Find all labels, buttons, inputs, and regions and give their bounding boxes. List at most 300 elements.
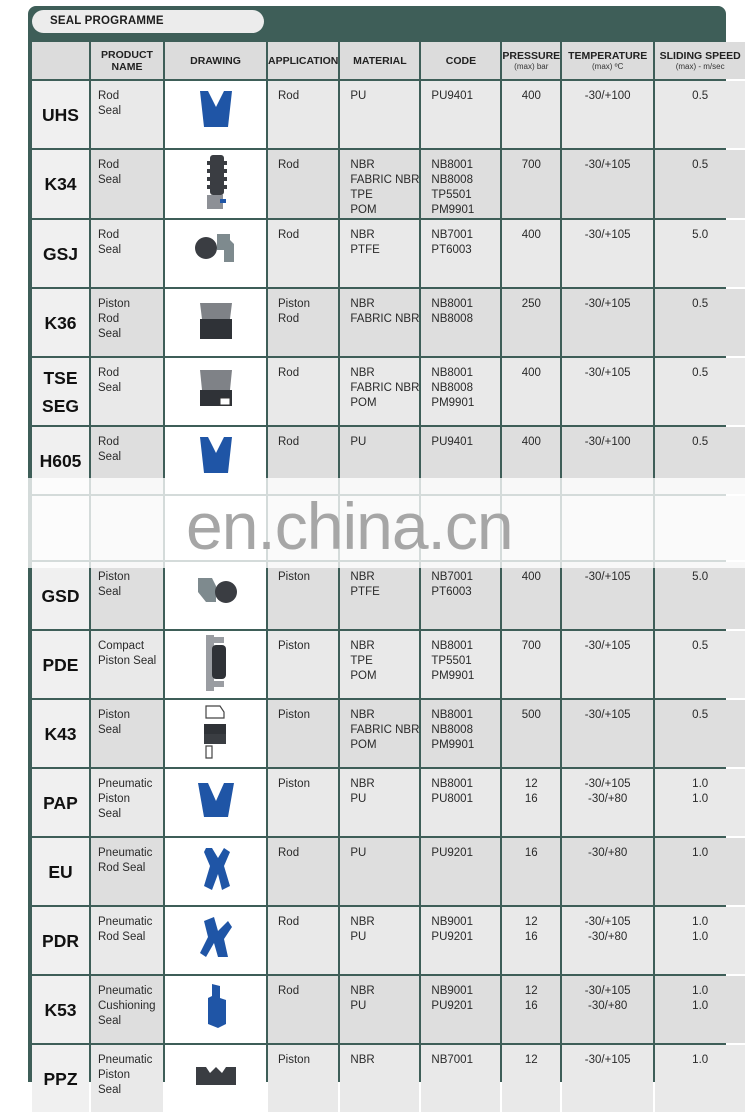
material-code: [421, 562, 500, 629]
seal-code-line: PAP: [43, 792, 78, 813]
material-line: POM: [350, 670, 377, 682]
material-line: FABRIC NBR: [350, 724, 420, 736]
material-code-line: PU9201: [431, 931, 473, 943]
product-name-line: Seal: [98, 244, 122, 256]
application-line: Rod: [278, 916, 300, 928]
header-application: APPLICATION: [268, 42, 338, 79]
drawing: [165, 631, 266, 698]
product-name: [91, 907, 163, 974]
application: [268, 700, 338, 767]
application: [268, 289, 338, 356]
table-row: [32, 220, 745, 287]
material-code-line: PU8001: [431, 793, 473, 805]
application: [268, 838, 338, 905]
material-code-line: NB7001: [431, 571, 473, 583]
material-code-line: NB8001: [431, 298, 473, 310]
material-code: [421, 220, 500, 287]
header-code: CODE: [421, 42, 500, 79]
product-name: [91, 631, 163, 698]
material-line: TPE: [350, 655, 373, 667]
material-line: PU: [350, 793, 367, 805]
material-line: NBR: [350, 640, 375, 652]
product-name: [91, 562, 163, 629]
pressure: [502, 907, 560, 974]
pressure-line: 16: [524, 847, 538, 859]
sliding-speed: [655, 976, 745, 1043]
product-name-line: Seal: [98, 382, 122, 394]
product-name-line: Rod: [98, 436, 120, 448]
pressure: [502, 220, 560, 287]
seal-code-line: TSE: [43, 367, 78, 388]
material-code-line: NB8008: [431, 382, 473, 394]
temperature: [562, 358, 653, 425]
sliding-speed-line: 1.0: [692, 793, 709, 805]
material-code: [421, 81, 500, 148]
step-seal-o-ring-icon: [186, 562, 246, 624]
sliding-speed: [655, 769, 745, 836]
material: [340, 907, 419, 974]
material-line: NBR: [350, 367, 375, 379]
application-line: Rod: [278, 367, 300, 379]
application-line: Piston: [278, 571, 310, 583]
material-code-line: NB8001: [431, 709, 473, 721]
temperature-line: -30/+105: [584, 985, 631, 997]
material-code-line: NB8008: [431, 174, 473, 186]
pressure-line: 400: [521, 571, 541, 583]
speed-unit: (max) - m/sec: [675, 61, 725, 71]
temperature-line: -30/+105: [584, 709, 631, 721]
product-name-line: Rod: [98, 229, 120, 241]
drawing: [165, 1045, 266, 1112]
temperature-line: -30/+105: [584, 367, 631, 379]
seal-with-ring-icon: [186, 358, 246, 420]
application-line: Rod: [278, 436, 300, 448]
drawing: [165, 81, 266, 148]
material-code: [421, 289, 500, 356]
o-ring-step-seal-icon: [186, 220, 246, 282]
material-code-line: NB7001: [431, 229, 473, 241]
temperature-line: -30/+105: [584, 229, 631, 241]
table-row: [32, 358, 745, 425]
application-line: Piston: [278, 1054, 310, 1066]
pressure: [502, 1045, 560, 1112]
application-line: Piston: [278, 709, 310, 721]
material-line: POM: [350, 204, 377, 216]
cushioning-seal-icon: [186, 976, 246, 1038]
seal-code: [32, 220, 89, 287]
sliding-speed-line: 1.0: [692, 1054, 709, 1066]
product-name-line: Piston: [98, 298, 130, 310]
pressure-line: 700: [521, 159, 541, 171]
table-row: [32, 289, 745, 356]
material: [340, 358, 419, 425]
sliding-speed-line: 0.5: [692, 640, 709, 652]
material: [340, 769, 419, 836]
seal-code: [32, 289, 89, 356]
temperature: [562, 150, 653, 218]
material-code: [421, 631, 500, 698]
watermark-band: [0, 478, 750, 568]
sliding-speed: [655, 562, 745, 629]
sliding-speed-line: 1.0: [692, 1000, 709, 1012]
product-name: [91, 700, 163, 767]
temperature-line: -30/+100: [584, 436, 631, 448]
product-name: [91, 81, 163, 148]
temperature-line: -30/+105: [584, 1054, 631, 1066]
seal-code-line: K34: [44, 174, 77, 194]
seal-code-line: PPZ: [43, 1068, 78, 1089]
material-code-line: PU9201: [431, 1000, 473, 1012]
material-line: NBR: [350, 778, 375, 790]
material-code-line: PM9901: [431, 204, 475, 216]
pressure: [502, 838, 560, 905]
product-name-line: Rod: [98, 159, 120, 171]
pressure-line: 12: [524, 985, 538, 997]
product-name-line: Pneumatic: [98, 916, 153, 928]
material: [340, 220, 419, 287]
seal-code-line: K43: [44, 723, 77, 744]
temperature: [562, 562, 653, 629]
seal-code: [32, 1045, 89, 1112]
temperature: [562, 220, 653, 287]
application: [268, 631, 338, 698]
sliding-speed: [655, 81, 745, 148]
seal-code: [32, 358, 89, 425]
material-line: PU: [350, 436, 367, 448]
product-name-line: Piston: [98, 709, 130, 721]
material-line: PTFE: [350, 586, 380, 598]
product-name: [91, 976, 163, 1043]
temperature-line: -30/+100: [584, 90, 631, 102]
seal-code-line: GSJ: [42, 243, 79, 264]
temperature: [562, 769, 653, 836]
application-line: Rod: [278, 847, 300, 859]
pressure-line: 400: [521, 436, 541, 448]
temperature: [562, 289, 653, 356]
product-name: [91, 358, 163, 425]
table-body: [32, 81, 745, 1112]
material-line: NBR: [350, 571, 375, 583]
drawing: [165, 976, 266, 1043]
material-code-line: PU9401: [431, 90, 473, 102]
material-code-line: PT6003: [431, 586, 472, 598]
application-line: Piston: [278, 640, 310, 652]
table-row: [32, 631, 745, 698]
pressure: [502, 562, 560, 629]
seal-code-line: PDR: [42, 930, 79, 951]
seal-code: [32, 976, 89, 1043]
material: [340, 562, 419, 629]
pressure-line: 400: [521, 367, 541, 379]
sliding-speed-line: 0.5: [692, 159, 709, 171]
pneumatic-rod-seal-icon: [186, 838, 246, 900]
material: [340, 289, 419, 356]
sliding-speed-line: 0.5: [692, 90, 709, 102]
sliding-speed-line: 0.5: [692, 367, 709, 379]
seal-code: [32, 631, 89, 698]
sliding-speed-line: 0.5: [692, 436, 709, 448]
drawing: [165, 358, 266, 425]
product-name: [91, 769, 163, 836]
product-name-line: Piston: [98, 1069, 130, 1081]
pressure-line: 250: [521, 298, 541, 310]
material: [340, 631, 419, 698]
application-line: Piston: [278, 778, 310, 790]
product-name-line: Seal: [98, 586, 122, 598]
sliding-speed-line: 1.0: [692, 916, 709, 928]
product-name-line: Seal: [98, 174, 122, 186]
material-line: FABRIC NBR: [350, 313, 420, 325]
pressure-line: 12: [524, 916, 538, 928]
sliding-speed-line: 5.0: [692, 229, 709, 241]
product-name-line: Piston: [98, 793, 130, 805]
seal-code-line: EU: [48, 861, 73, 882]
seal-code: [32, 81, 89, 148]
product-name-line: Seal: [98, 105, 122, 117]
table-row: [32, 150, 745, 218]
application: [268, 81, 338, 148]
sliding-speed: [655, 631, 745, 698]
sliding-speed-line: 0.5: [692, 709, 709, 721]
application: [268, 1045, 338, 1112]
application-line: Rod: [278, 229, 300, 241]
header-sliding-speed: SLIDING SPEED (max) - m/sec: [655, 42, 745, 79]
material-line: FABRIC NBR: [350, 382, 420, 394]
material-code-line: NB8008: [431, 313, 473, 325]
product-name-line: Seal: [98, 1084, 122, 1096]
material-code-line: NB9001: [431, 985, 473, 997]
seal-code: [32, 907, 89, 974]
table-row: [32, 81, 745, 148]
temperature: [562, 976, 653, 1043]
drawing: [165, 562, 266, 629]
temperature-line: -30/+105: [584, 298, 631, 310]
material-code: [421, 976, 500, 1043]
material: [340, 838, 419, 905]
material-line: PU: [350, 931, 367, 943]
sliding-speed: [655, 289, 745, 356]
pressure-line: 400: [521, 229, 541, 241]
material: [340, 700, 419, 767]
compact-piston-seal-icon: [186, 631, 246, 693]
material: [340, 976, 419, 1043]
material: [340, 81, 419, 148]
temperature: [562, 81, 653, 148]
material-line: NBR: [350, 985, 375, 997]
material-line: PU: [350, 847, 367, 859]
material-line: PU: [350, 1000, 367, 1012]
temperature: [562, 907, 653, 974]
table-row: [32, 1045, 745, 1112]
sliding-speed: [655, 907, 745, 974]
material-line: NBR: [350, 159, 375, 171]
material-code-line: TP5501: [431, 189, 472, 201]
product-name-line: Rod: [98, 313, 120, 325]
piston-seal-set-icon: [186, 700, 246, 762]
material-code: [421, 1045, 500, 1112]
header-row: [32, 42, 745, 79]
material-code: [421, 907, 500, 974]
application-line: Rod: [278, 313, 300, 325]
pressure-line: 400: [521, 90, 541, 102]
drawing: [165, 700, 266, 767]
material-code: [421, 838, 500, 905]
table-row: [32, 907, 745, 974]
seal-code-line: H605: [39, 450, 82, 471]
seal-table: [30, 40, 747, 1114]
sliding-speed-line: 5.0: [692, 571, 709, 583]
table-row: [32, 769, 745, 836]
pressure: [502, 150, 560, 218]
product-name-line: Rod Seal: [98, 931, 146, 943]
pressure-line: 500: [521, 709, 541, 721]
material-code-line: NB7001: [431, 1054, 473, 1066]
sliding-speed: [655, 838, 745, 905]
header-drawing: DRAWING: [165, 42, 266, 79]
temperature-line: -30/+80: [588, 931, 628, 943]
seal-code-line: GSD: [41, 585, 80, 606]
temperature-line: -30/+105: [584, 916, 631, 928]
product-name: [91, 1045, 163, 1112]
material-line: POM: [350, 739, 377, 751]
material-code-line: PU9401: [431, 436, 473, 448]
sliding-speed-line: 1.0: [692, 847, 709, 859]
temperature: [562, 1045, 653, 1112]
application: [268, 976, 338, 1043]
sliding-speed-line: 0.5: [692, 298, 709, 310]
application-line: Piston: [278, 298, 310, 310]
seal-code: [32, 769, 89, 836]
header-product-name: PRODUCT NAME: [91, 42, 163, 79]
application-line: Rod: [278, 985, 300, 997]
table-row: [32, 976, 745, 1043]
sliding-speed-line: 1.0: [692, 985, 709, 997]
product-name-line: Seal: [98, 808, 122, 820]
pressure: [502, 358, 560, 425]
material-line: NBR: [350, 298, 375, 310]
seal-code-line: K53: [44, 999, 77, 1020]
drawing: [165, 838, 266, 905]
pneumatic-lip-seal-icon: [186, 907, 246, 969]
temperature-line: -30/+105: [584, 159, 631, 171]
application: [268, 562, 338, 629]
seal-code: [32, 838, 89, 905]
seal-code: [32, 562, 89, 629]
pressure: [502, 769, 560, 836]
temperature-line: -30/+105: [584, 571, 631, 583]
product-name-line: Rod: [98, 90, 120, 102]
seal-code-line: UHS: [42, 104, 79, 125]
product-name: [91, 289, 163, 356]
temperature-line: -30/+80: [588, 847, 628, 859]
application: [268, 358, 338, 425]
pressure-line: 16: [524, 1000, 538, 1012]
material-code: [421, 700, 500, 767]
material-line: NBR: [350, 916, 375, 928]
temperature: [562, 700, 653, 767]
product-name-line: Pneumatic: [98, 985, 153, 997]
material-line: PU: [350, 90, 367, 102]
application: [268, 907, 338, 974]
material-code-line: PU9201: [431, 847, 473, 859]
page-title: SEAL PROGRAMME: [50, 15, 164, 27]
application-line: Rod: [278, 90, 300, 102]
header-pressure: PRESSURE (max) bar: [502, 42, 560, 79]
sliding-speed-line: 1.0: [692, 931, 709, 943]
material-code-line: PM9901: [431, 670, 475, 682]
drawing: [165, 220, 266, 287]
pressure-line: 12: [524, 778, 538, 790]
header-material: MATERIAL: [340, 42, 419, 79]
pressure: [502, 289, 560, 356]
pressure: [502, 700, 560, 767]
product-name-line: Seal: [98, 328, 122, 340]
product-name-line: Piston: [98, 571, 130, 583]
product-name: [91, 838, 163, 905]
sliding-speed: [655, 150, 745, 218]
material-code-line: TP5501: [431, 655, 472, 667]
temperature-line: -30/+105: [584, 778, 631, 790]
product-name-line: Pneumatic: [98, 1054, 153, 1066]
pressure: [502, 631, 560, 698]
sliding-speed: [655, 220, 745, 287]
material-line: PTFE: [350, 244, 380, 256]
product-name: [91, 220, 163, 287]
temperature-line: -30/+80: [588, 793, 628, 805]
sliding-speed: [655, 700, 745, 767]
drawing: [165, 769, 266, 836]
material-code-line: NB8001: [431, 159, 473, 171]
seal-code: [32, 700, 89, 767]
material-line: TPE: [350, 189, 373, 201]
application: [268, 150, 338, 218]
sliding-speed: [655, 358, 745, 425]
seal-code-line: SEG: [42, 395, 79, 416]
material-line: FABRIC NBR: [350, 174, 420, 186]
seal-code-line: K36: [44, 312, 77, 333]
title-pill: [32, 10, 264, 33]
temperature-line: -30/+105: [584, 640, 631, 652]
product-name-line: Seal: [98, 1015, 122, 1027]
material-code-line: PT6003: [431, 244, 472, 256]
material-code-line: PM9901: [431, 739, 475, 751]
u-cup-blue-icon: [186, 81, 246, 143]
product-name-line: Rod: [98, 367, 120, 379]
product-name-line: Seal: [98, 724, 122, 736]
pressure-line: 12: [524, 1054, 538, 1066]
temperature-unit: (max) ºC: [591, 61, 624, 71]
material-code-line: NB9001: [431, 916, 473, 928]
product-name-line: Compact: [98, 640, 145, 652]
material: [340, 1045, 419, 1112]
pneumatic-v-seal-icon: [186, 769, 246, 831]
compact-block-seal-icon: [186, 289, 246, 351]
watermark-text: en.china.cn: [186, 489, 513, 563]
double-lip-piston-seal-icon: [186, 1045, 246, 1107]
product-name-line: Rod Seal: [98, 862, 146, 874]
product-name: [91, 150, 163, 218]
material-line: POM: [350, 397, 377, 409]
material-code-line: PM9901: [431, 397, 475, 409]
material-code-line: NB8001: [431, 367, 473, 379]
temperature: [562, 838, 653, 905]
product-name-line: Pneumatic: [98, 778, 153, 790]
material: [340, 150, 419, 218]
pressure-unit: (max) bar: [514, 61, 549, 71]
header-code-blank: [32, 42, 89, 79]
sliding-speed: [655, 1045, 745, 1112]
seal-code-line: PDE: [42, 654, 79, 675]
